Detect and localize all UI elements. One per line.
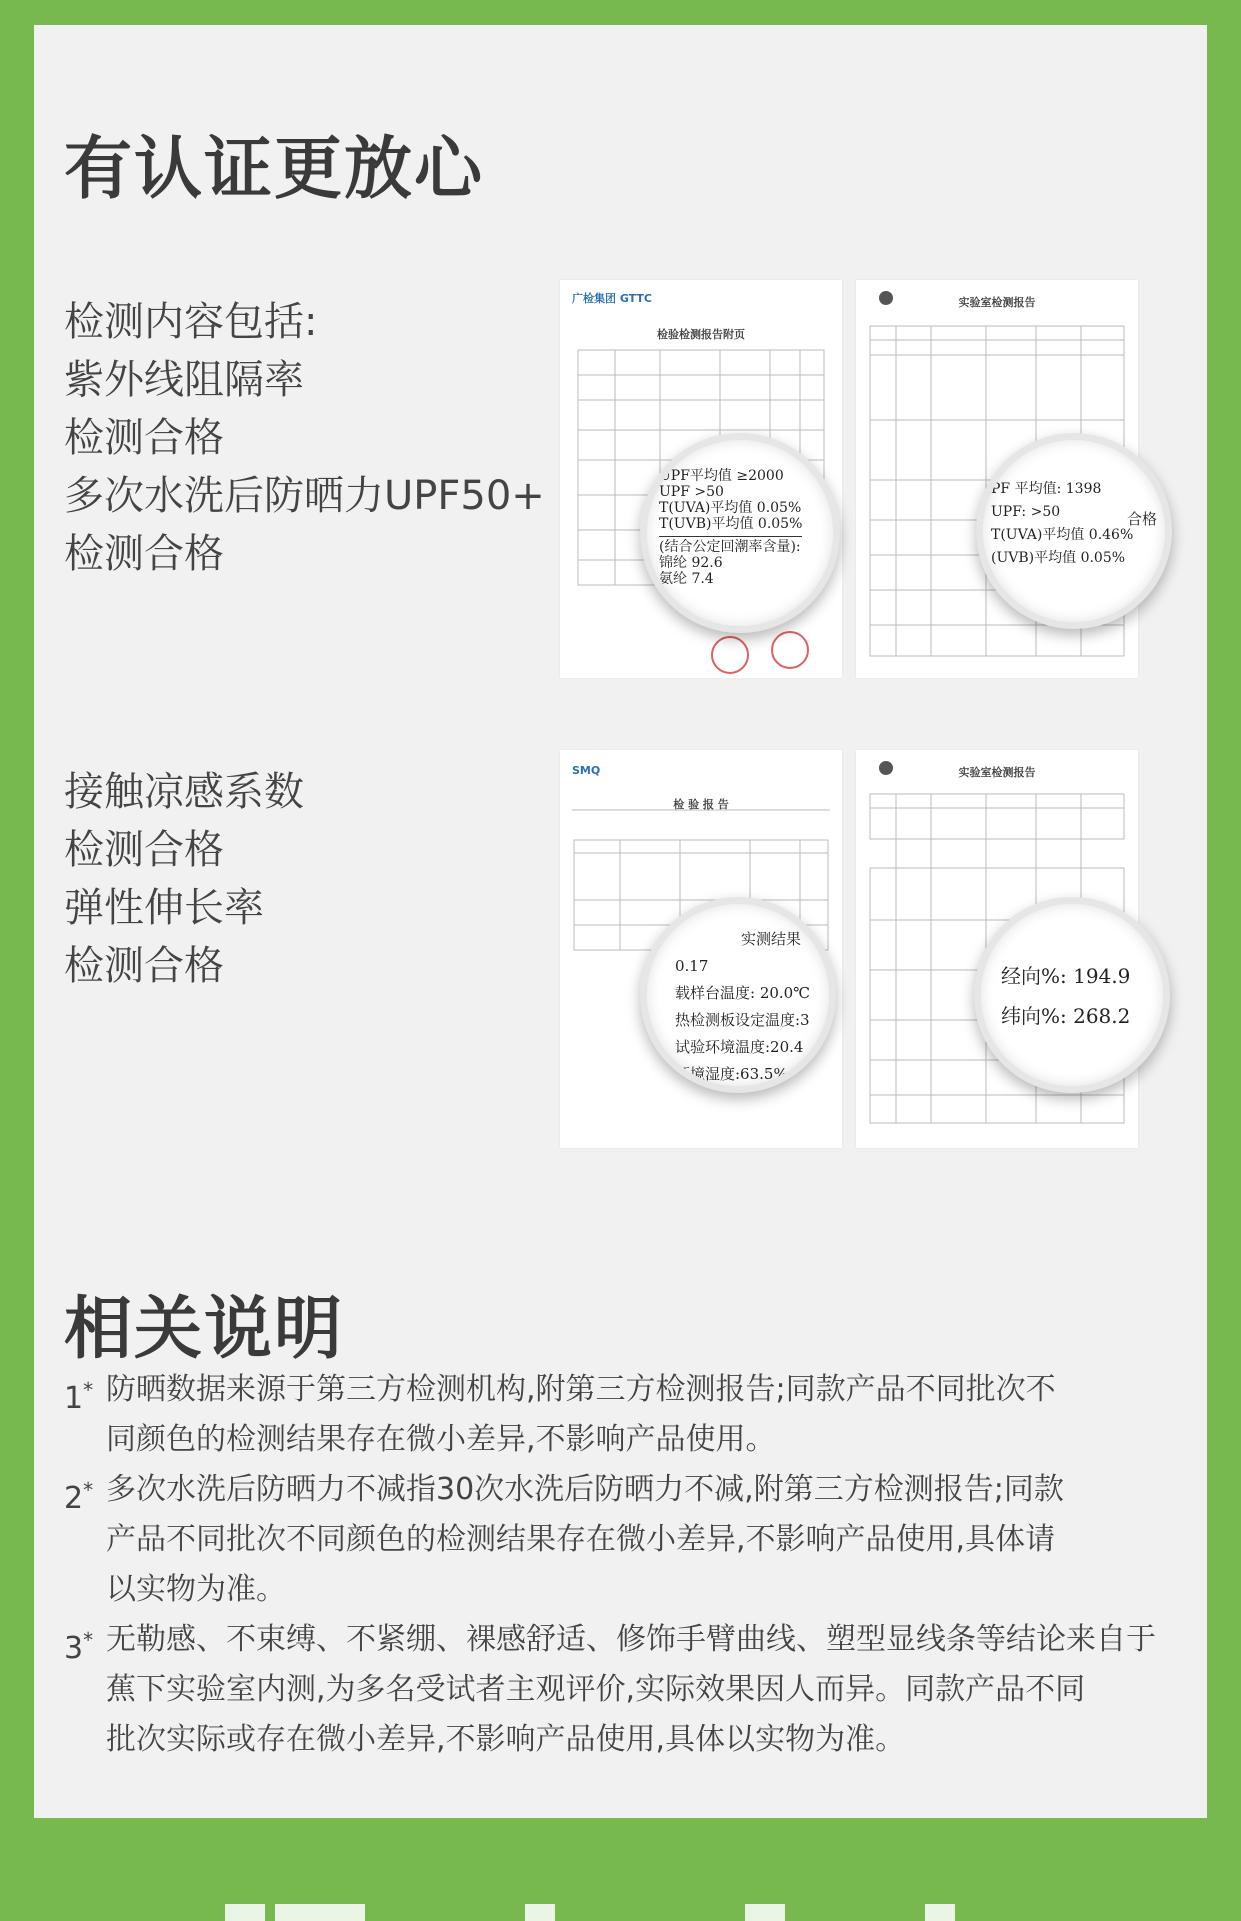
magnifier-elasticity bbox=[974, 897, 1170, 1093]
test-line: 弹性伸长率 bbox=[64, 885, 264, 931]
note-text: 防晒数据来源于第三方检测机构,附第三方检测报告;同款产品不同批次不 bbox=[106, 1372, 1056, 1407]
zoom-line: (UVB)平均值 0.05% bbox=[991, 550, 1126, 566]
zoom-line: 载样台温度: 20.0℃ bbox=[675, 984, 811, 1002]
zoom-line: UPF >50 bbox=[659, 484, 724, 500]
zoom-line: 热检测板设定温度:3 bbox=[675, 1011, 810, 1029]
test-items-group-2 bbox=[64, 763, 304, 995]
note-number: 3* bbox=[64, 1628, 94, 1666]
note-text: 以实物为准。 bbox=[106, 1572, 286, 1607]
zoom-line: 实测结果 bbox=[741, 930, 802, 948]
magnifier-uv-1 bbox=[640, 433, 840, 633]
report-title: 检 验 报 告 bbox=[673, 798, 729, 811]
content-card bbox=[34, 25, 1207, 1818]
zoom-result: 合格 bbox=[1126, 510, 1157, 528]
test-line: 检测合格 bbox=[64, 827, 224, 873]
zoom-line: 环境湿度:63.5% bbox=[675, 1065, 788, 1083]
zoom-line: T(UVA)平均值 0.46% bbox=[991, 527, 1134, 543]
notes-heading: 相关说明 bbox=[64, 1290, 345, 1369]
note-item bbox=[64, 1465, 1174, 1615]
note-item bbox=[64, 1365, 1174, 1465]
note-text: 同颜色的检测结果存在微小差异,不影响产品使用。 bbox=[106, 1422, 776, 1457]
report-org-logo: 广检集团 GTTC bbox=[572, 292, 652, 305]
report-title: 实验室检测报告 bbox=[958, 766, 1036, 779]
test-line: 检测内容包括: bbox=[64, 299, 318, 345]
zoom-line: T(UVA)平均值 0.05% bbox=[659, 500, 802, 516]
report-title: 实验室检测报告 bbox=[958, 296, 1036, 309]
notes-list bbox=[64, 1365, 1174, 1765]
zoom-line: PF 平均值: 1398 bbox=[991, 481, 1102, 497]
note-text: 多次水洗后防晒力不减指30次水洗后防晒力不减,附第三方检测报告;同款 bbox=[106, 1472, 1064, 1507]
test-line: 检测合格 bbox=[64, 531, 224, 577]
test-line: 接触凉感系数 bbox=[64, 769, 304, 815]
zoom-line: 纬向%: 268.2 bbox=[1001, 1004, 1131, 1028]
note-number: 1* bbox=[64, 1378, 94, 1416]
report-title: 检验检测报告附页 bbox=[657, 328, 745, 341]
zoom-line: (结合公定回潮率含量): bbox=[659, 536, 802, 555]
magnifier-cooling bbox=[640, 897, 836, 1093]
zoom-line: 试验环境温度:20.4 bbox=[675, 1038, 804, 1056]
zoom-line: 氨纶 7.4 bbox=[659, 571, 714, 587]
test-line: 多次水洗后防晒力UPF50+ bbox=[64, 473, 545, 519]
note-text: 批次实际或存在微小差异,不影响产品使用,具体以实物为准。 bbox=[106, 1722, 906, 1757]
note-item bbox=[64, 1615, 1174, 1765]
zoom-line: T(UVB)平均值 0.05% bbox=[659, 516, 803, 532]
test-line: 检测合格 bbox=[64, 943, 224, 989]
magnifier-uv-2 bbox=[976, 433, 1172, 629]
test-line: 检测合格 bbox=[64, 415, 224, 461]
certification-heading: 有认证更放心 bbox=[64, 130, 485, 209]
test-line: 紫外线阻隔率 bbox=[64, 357, 304, 403]
note-text: 产品不同批次不同颜色的检测结果存在微小差异,不影响产品使用,具体请 bbox=[106, 1522, 1056, 1557]
note-number: 2* bbox=[64, 1478, 94, 1516]
zoom-line: UPF: >50 bbox=[991, 504, 1061, 520]
zoom-line: UPF平均值 ≥2000 bbox=[659, 468, 784, 484]
zoom-line: 0.17 bbox=[675, 957, 709, 975]
report-org-logo: SMQ bbox=[572, 764, 601, 777]
note-text: 蕉下实验室内测,为多名受试者主观评价,实际效果因人而异。同款产品不同 bbox=[106, 1672, 1086, 1707]
next-section-peek bbox=[225, 1900, 1025, 1921]
note-text: 无勒感、不束缚、不紧绷、裸感舒适、修饰手臂曲线、塑型显线条等结论来自于 bbox=[106, 1622, 1156, 1657]
zoom-line: 锦纶 92.6 bbox=[659, 555, 723, 571]
zoom-line: 经向%: 194.9 bbox=[1001, 964, 1131, 988]
test-items-group-1 bbox=[64, 293, 545, 583]
